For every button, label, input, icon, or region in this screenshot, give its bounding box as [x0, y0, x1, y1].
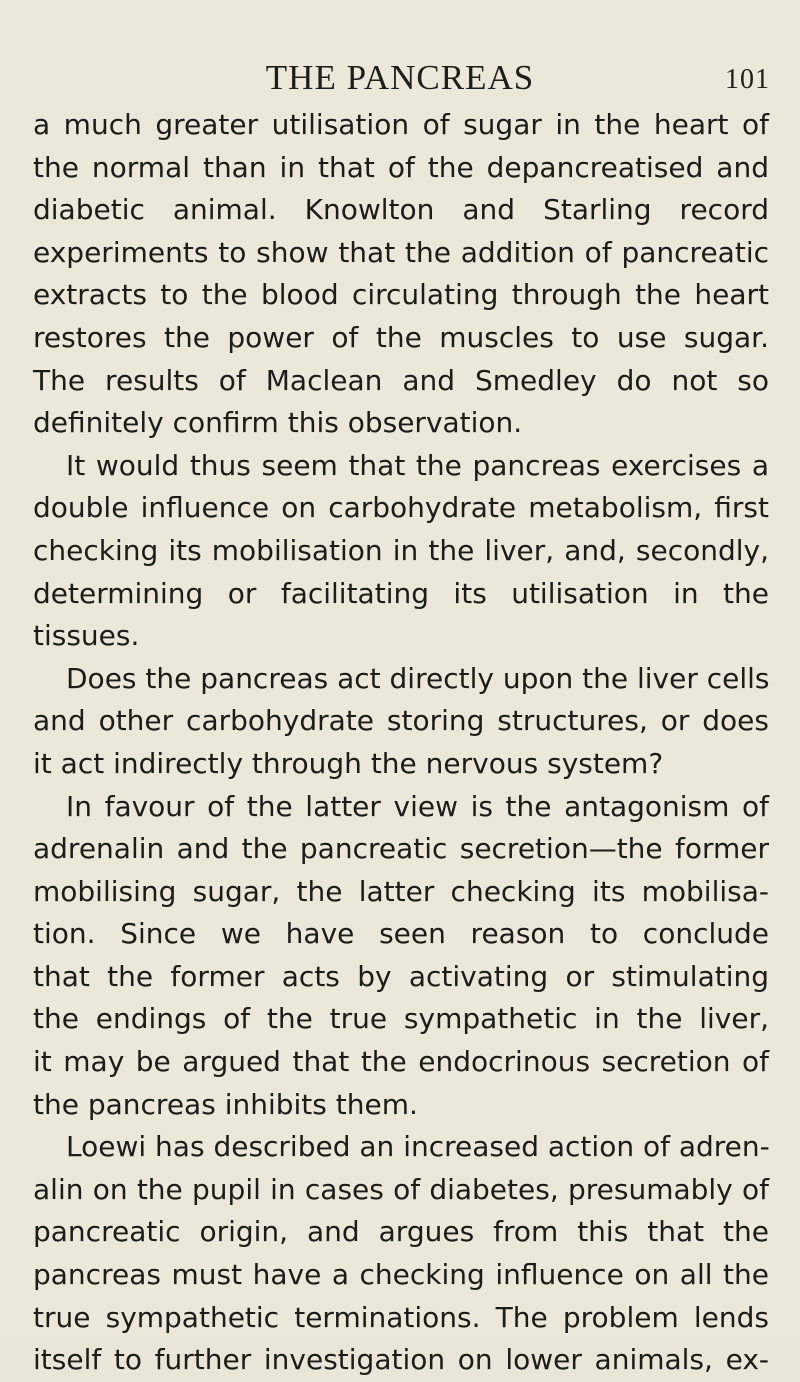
text-line: that the former acts by activating or stimulating — [33, 959, 769, 993]
text-line: definitely confirm this observation. — [33, 406, 523, 440]
text-line: It would thus seem that the pancreas exercises a — [66, 448, 769, 482]
running-head — [30, 56, 770, 100]
text-line: tion. Since we have seen reason to conclude — [33, 917, 769, 951]
text-line: the endings of the true sympathetic in the liver, — [33, 1002, 769, 1036]
text-line: determining or facilitating its utilisation in the — [33, 576, 769, 610]
text-line: pancreatic origin, and argues from this that the — [33, 1215, 769, 1249]
text-line: it may be argued that the endocrinous secretion of — [33, 1045, 769, 1079]
text-line: and other carbohydrate storing structures, or does — [33, 704, 769, 738]
running-title: THE PANCREAS — [265, 58, 535, 97]
text-line: The results of Maclean and Smedley do not so — [33, 363, 769, 397]
text-line: true sympathetic terminations. The problem lends — [33, 1300, 769, 1334]
text-line: extracts to the blood circulating through the heart — [33, 278, 769, 312]
text-line: restores the power of the muscles to use sugar. — [33, 320, 769, 354]
text-line: alin on the pupil in cases of diabetes, presumably of — [33, 1172, 769, 1206]
text-line: tissues. — [33, 619, 140, 653]
text-line: it act indirectly through the nervous system? — [33, 746, 664, 780]
text-line: pancreas must have a checking influence on all the — [33, 1258, 769, 1292]
text-line: In favour of the latter view is the antagonism of — [66, 789, 769, 823]
text-line: double influence on carbohydrate metabolism, first — [33, 491, 769, 525]
text-line: a much greater utilisation of sugar in the heart of — [33, 108, 769, 141]
page-number: 101 — [725, 64, 770, 95]
body-text — [33, 104, 769, 1382]
text-line: experiments to show that the addition of pancreatic — [33, 235, 769, 269]
text-line: Loewi has described an increased action of adren- — [66, 1130, 770, 1164]
text-line: mobilising sugar, the latter checking its mobilisa- — [33, 874, 769, 908]
text-line: checking its mobilisation in the liver, and, secondly, — [33, 533, 769, 567]
text-line: Does the pancreas act directly upon the liver cells — [66, 661, 770, 695]
text-line: itself to further investigation on lower animals, ex- — [33, 1343, 769, 1377]
text-line: diabetic animal. Knowlton and Starling record — [33, 193, 769, 227]
text-line: the pancreas inhibits them. — [33, 1087, 418, 1121]
text-line: adrenalin and the pancreatic secretion—the former — [33, 832, 769, 866]
text-line: the normal than in that of the depancreatised and — [33, 150, 769, 184]
